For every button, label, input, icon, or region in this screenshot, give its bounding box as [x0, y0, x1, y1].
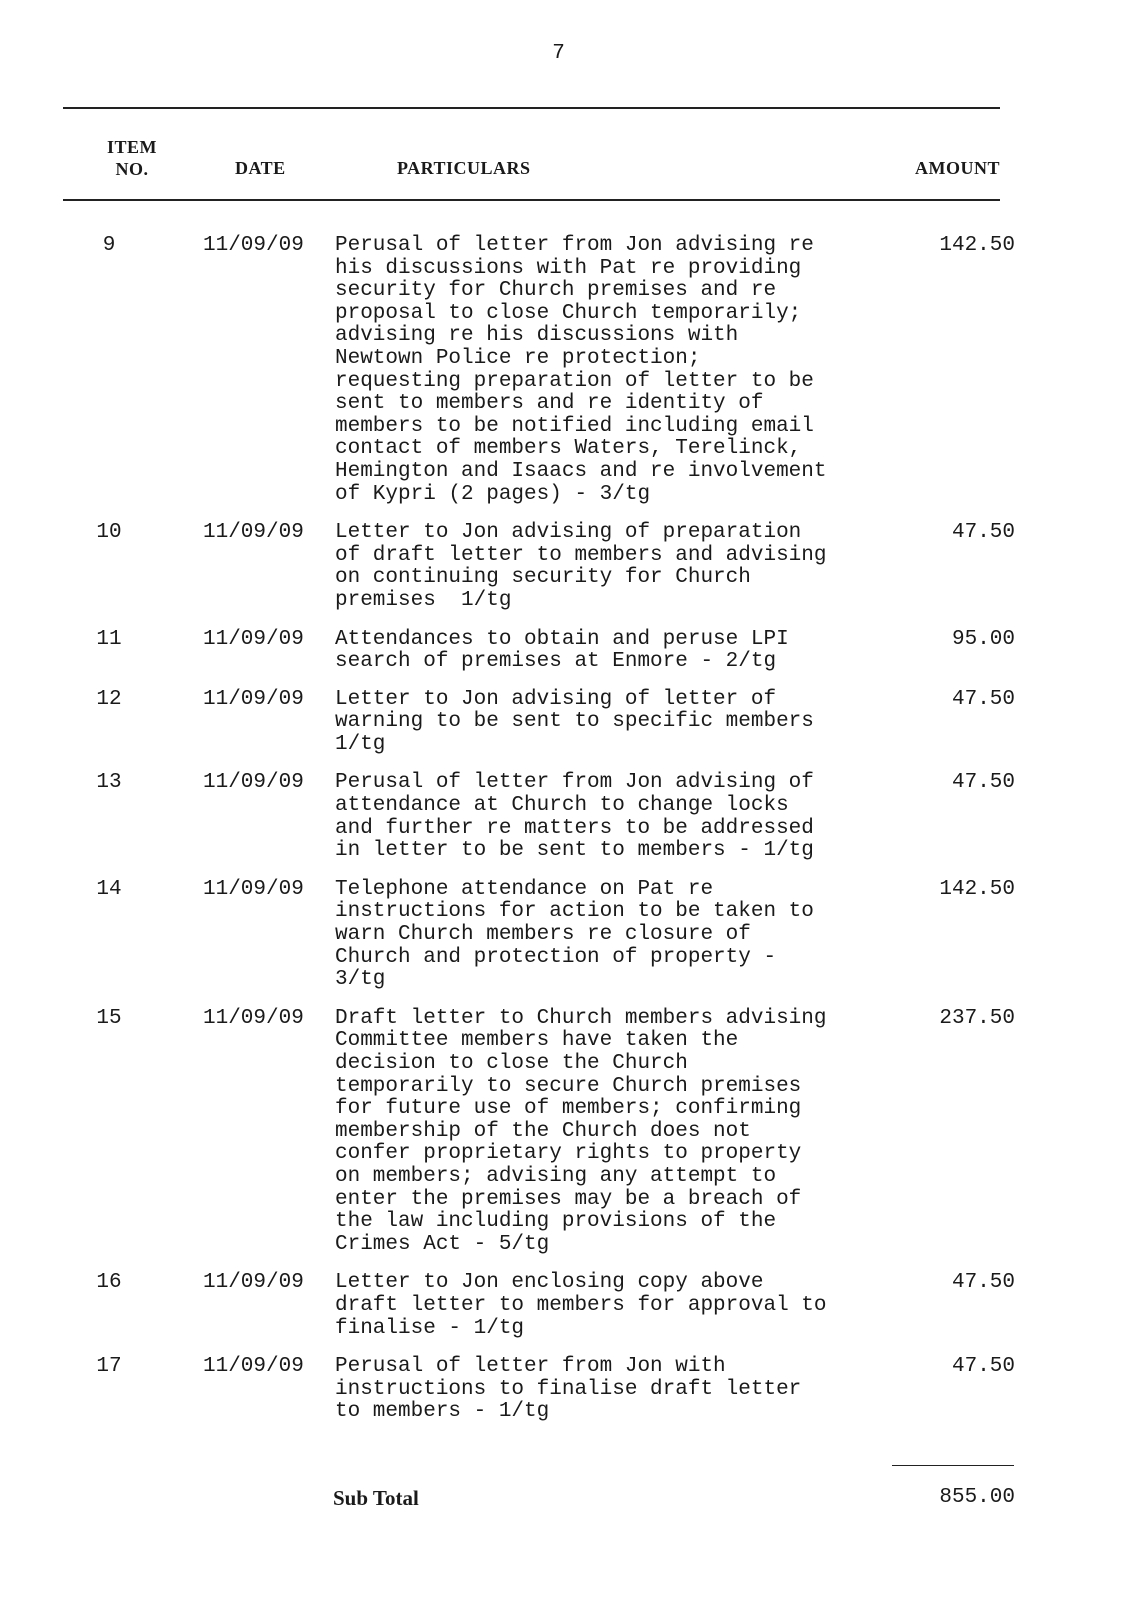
item-number: 11 — [96, 627, 122, 651]
item-number: 17 — [96, 1355, 122, 1379]
page-number: 7 — [552, 42, 565, 65]
entry-date: 11/09/09 — [203, 234, 304, 257]
header-item-no — [102, 136, 162, 180]
ledger-row — [0, 522, 1127, 612]
entry-particulars: Letter to Jon advising of preparation of draft letter to members and advising on continuing security for Church premises 1/tg — [335, 521, 827, 612]
item-number: 10 — [96, 521, 122, 545]
item-number: 16 — [96, 1271, 122, 1295]
entry-particulars: Attendances to obtain and peruse LPI search of premises at Enmore - 2/tg — [335, 627, 789, 674]
header-amount: AMOUNT — [915, 158, 1000, 178]
entry-amount: 47.50 — [951, 771, 1015, 795]
header-particulars: PARTICULARS — [397, 158, 531, 178]
ledger-row — [0, 235, 1127, 506]
entry-date: 11/09/09 — [203, 1006, 304, 1030]
ledger-row — [0, 689, 1127, 757]
item-number: 15 — [96, 1006, 122, 1030]
entry-date: 11/09/09 — [203, 1355, 304, 1379]
item-number: 13 — [96, 771, 122, 795]
ledger-row — [0, 1356, 1127, 1424]
entry-particulars: Perusal of letter from Jon advising of attendance at Church to change locks and further re matters to be addressed in letter to be sent to members - 1/tg — [335, 771, 814, 863]
item-number: 14 — [96, 877, 122, 901]
entry-amount: 142.50 — [939, 877, 1015, 901]
entry-date: 11/09/09 — [203, 521, 304, 545]
entry-amount: 47.50 — [951, 687, 1015, 711]
ledger-row — [0, 1272, 1127, 1340]
entry-amount: 237.50 — [939, 1006, 1015, 1030]
entry-date: 11/09/09 — [203, 771, 304, 795]
subtotal-rule — [892, 1465, 1014, 1466]
entry-amount: 47.50 — [951, 1271, 1015, 1295]
header-item-line2: NO. — [115, 159, 149, 179]
header-top-rule — [63, 107, 1000, 109]
ledger-row — [0, 772, 1127, 862]
header-bottom-rule — [63, 199, 1000, 201]
header-date: DATE — [235, 158, 286, 178]
ledger-row — [0, 1008, 1127, 1257]
entry-particulars: Telephone attendance on Pat re instructions for action to be taken to warn Church members re closure of Church and protection of property - 3/tg — [335, 877, 814, 992]
header-item-line1: ITEM — [106, 137, 157, 157]
entry-particulars: Perusal of letter from Jon with instructions to finalise draft letter to members - 1/tg — [335, 1355, 802, 1424]
entry-date: 11/09/09 — [203, 687, 304, 711]
entry-amount: 95.00 — [951, 627, 1015, 651]
item-number: 12 — [96, 687, 122, 711]
entry-amount: 47.50 — [951, 1355, 1015, 1379]
entry-particulars: Letter to Jon enclosing copy above draft letter to members for approval to finalise - 1/tg — [335, 1271, 827, 1340]
entry-particulars: Draft letter to Church members advising Committee members have taken the decision to close the Church temporarily to secure Church premises for future use of members; confirming membership of the Church does not confer proprietary rights to property on members; advising any attempt to enter the premises may be a breach of the law including provisions of the Crimes Act - 5/tg — [335, 1006, 827, 1256]
entry-date: 11/09/09 — [203, 1271, 304, 1295]
entry-amount: 142.50 — [939, 234, 1015, 257]
ledger-row — [0, 629, 1127, 674]
item-number: 9 — [102, 234, 116, 257]
entry-particulars: Perusal of letter from Jon advising re his discussions with Pat re providing security for Church premises and re proposal to close Church temporarily; advising re his discussions with Newtown Police re protection; requesting preparation of letter to be sent to members and re identity of members to be notified including email contact of members Waters, Terelinck, Hemington and Isaacs and re involvement of Kypri (2 pages) - 3/tg — [335, 234, 827, 506]
subtotal-value: 855.00 — [939, 1486, 1015, 1509]
ledger-rows — [0, 235, 1127, 1424]
entry-date: 11/09/09 — [203, 627, 304, 651]
entry-particulars: Letter to Jon advising of letter of warning to be sent to specific members 1/tg — [335, 687, 814, 756]
ledger-row — [0, 879, 1127, 992]
entry-date: 11/09/09 — [203, 877, 304, 901]
entry-amount: 47.50 — [951, 521, 1015, 545]
subtotal-label: Sub Total — [333, 1486, 419, 1510]
